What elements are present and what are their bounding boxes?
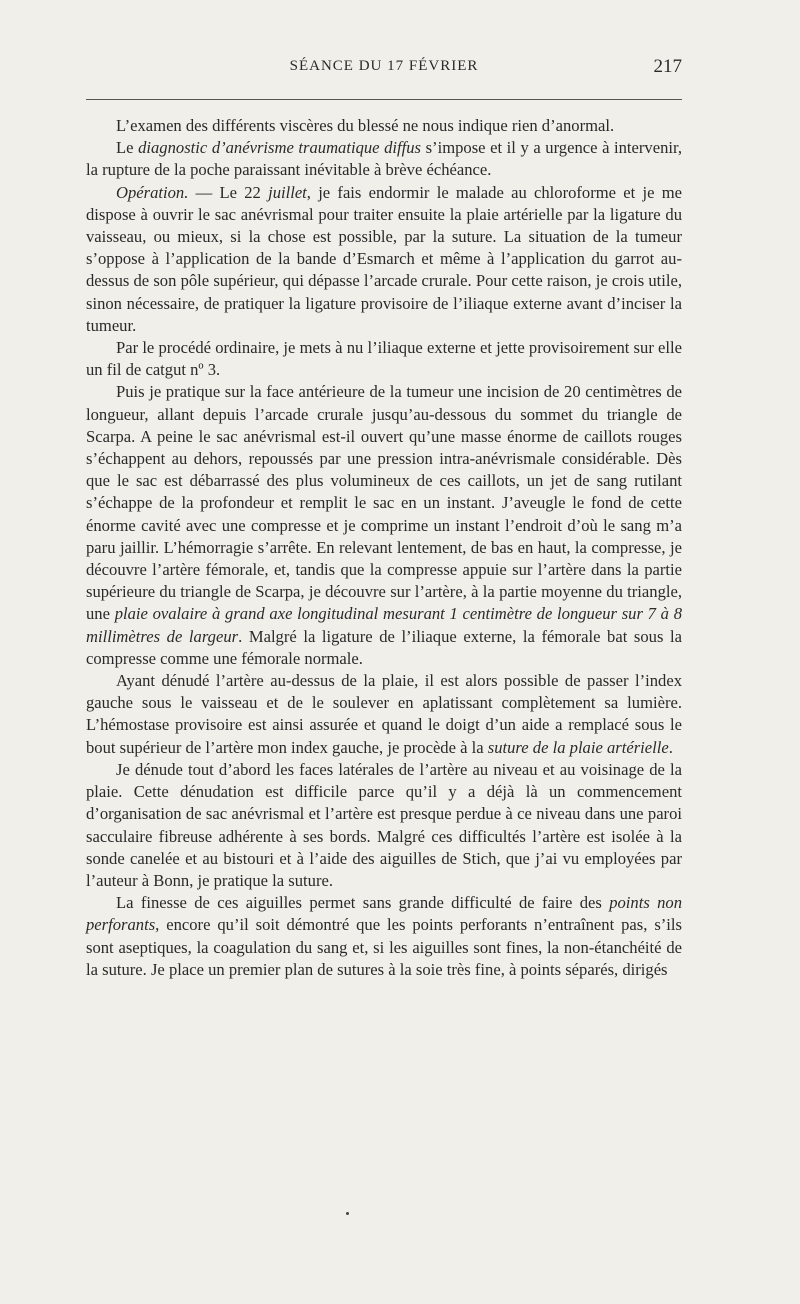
text-run: Par le procédé ordinaire, je mets à nu l’iliaque externe et jette provisoirement sur elle un fil de catgut nº 3.	[86, 338, 682, 380]
text-run: .	[668, 737, 673, 757]
paragraph	[86, 337, 682, 381]
paragraph	[86, 137, 682, 181]
text-run: La finesse de ces aiguilles permet sans grande difficulté de faire des	[116, 893, 610, 913]
paragraph	[86, 892, 682, 981]
paragraph	[86, 381, 682, 670]
header-rule	[86, 99, 682, 100]
print-speck	[346, 1212, 349, 1215]
paragraph	[86, 759, 682, 892]
text-run: , encore qu’il soit démontré que les points perforants n’entraînent pas, s’ils sont aseptiques, la coagulation du sang et, si les aiguilles sont fines, la non-étanchéité de la suture. Je place un premier plan de sutures à la soie très fine, à points séparés, dirigés	[86, 915, 682, 979]
italic-text: points non perforants	[86, 893, 683, 935]
text-run: Je dénude tout d’abord les faces latérales de l’artère au niveau et au voisinage de la plaie. Cette dénudation est difficile parce qu’il y a déjà là un commencement d’organisation de sac anévrismal et l’artère est presque perdue à ce niveau dans une paroi sacculaire fibreuse adhérente à ses bords. Malgré ces difficultés l’artère est isolée à la sonde canelée et au bistouri et à l’aide des aiguilles de Stich, que j’ai vu employées par l’auteur à Bonn, je pratique la suture.	[86, 759, 682, 890]
italic-text: plaie ovalaire à grand axe longitudinal mesurant 1 centimètre de longueur sur 7 à 8 millimètres de largeur	[86, 604, 682, 646]
paragraph	[86, 115, 682, 137]
running-header	[86, 58, 682, 88]
body-text	[86, 115, 682, 981]
text-run: L’examen des différents viscères du blessé ne nous indique rien d’anormal.	[116, 116, 615, 135]
text-run: — Le 22	[188, 182, 269, 202]
italic-text: suture de la plaie artérielle	[487, 737, 669, 757]
text-run: s’impose et il y a urgence à intervenir, la rupture de la poche paraissant inévitable à brève échéance.	[86, 138, 683, 180]
paragraph	[86, 670, 682, 759]
text-run: Puis je pratique sur la face antérieure de la tumeur une incision de 20 centimètres de longueur, allant depuis l’arcade crurale jusqu’au-dessous du sommet du triangle de Scarpa. A peine le sac anévrismal est-il ouvert qu’une masse énorme de caillots rouges s’échappent au dehors, repoussés par une pression intra-anévrismale considérable. Dès que le sac est débarrassé des plus volumineux de ces caillots, un jet de sang rutilant s’échappe de la profondeur et remplit le sac en un instant. J’aveugle le fond de cette énorme cavité avec une compresse et je comprime un instant l’endroit d’où le sang m’a paru jaillir. L’hémorragie s’arrête. En relevant lentement, de bas en haut, la compresse, je découvre l’artère fémorale, et, tandis que la compresse appuie sur l’artère dans la partie supérieure du triangle de Scarpa, je découvre sur l’artère, à la partie moyenne du triangle, une	[86, 382, 682, 624]
italic-text: diagnostic d’anévrisme traumatique diffus	[138, 138, 422, 158]
page-number: 217	[653, 56, 682, 77]
text-run: Ayant dénudé l’artère au-dessus de la plaie, il est alors possible de passer l’index gauche sous le vaisseau et de le soulever en aplatissant complètement sa lumière. L’hémostase provisoire est ainsi assurée et quand le doigt d’un aide a remplacé sous le bout supérieur de l’artère mon index gauche, je procède à la	[86, 671, 682, 757]
text-run: . Malgré la ligature de l’iliaque externe, la fémorale bat sous la compresse comme une fémorale normale.	[86, 626, 682, 668]
text-run: , je fais endormir le malade au chloroforme et je me dispose à ouvrir le sac anévrismal pour traiter ensuite la plaie artérielle par la ligature du vaisseau, ou mieux, si la chose est possible, par la suture. La situation de la tumeur s’oppose à l’application de la bande d’Esmarch et même à l’application du garrot au-dessus de son pôle supérieur, qui dépasse l’arcade crurale. Pour cette raison, je crois utile, sinon nécessaire, de pratiquer la ligature provisoire de l’iliaque externe avant d’inciser la tumeur.	[86, 182, 682, 335]
paragraph	[86, 182, 682, 337]
text-run: Le	[116, 138, 139, 158]
italic-text: juillet	[268, 182, 307, 202]
italic-text: Opération.	[116, 182, 189, 202]
header-title: SÉANCE DU 17 FÉVRIER	[289, 58, 479, 74]
